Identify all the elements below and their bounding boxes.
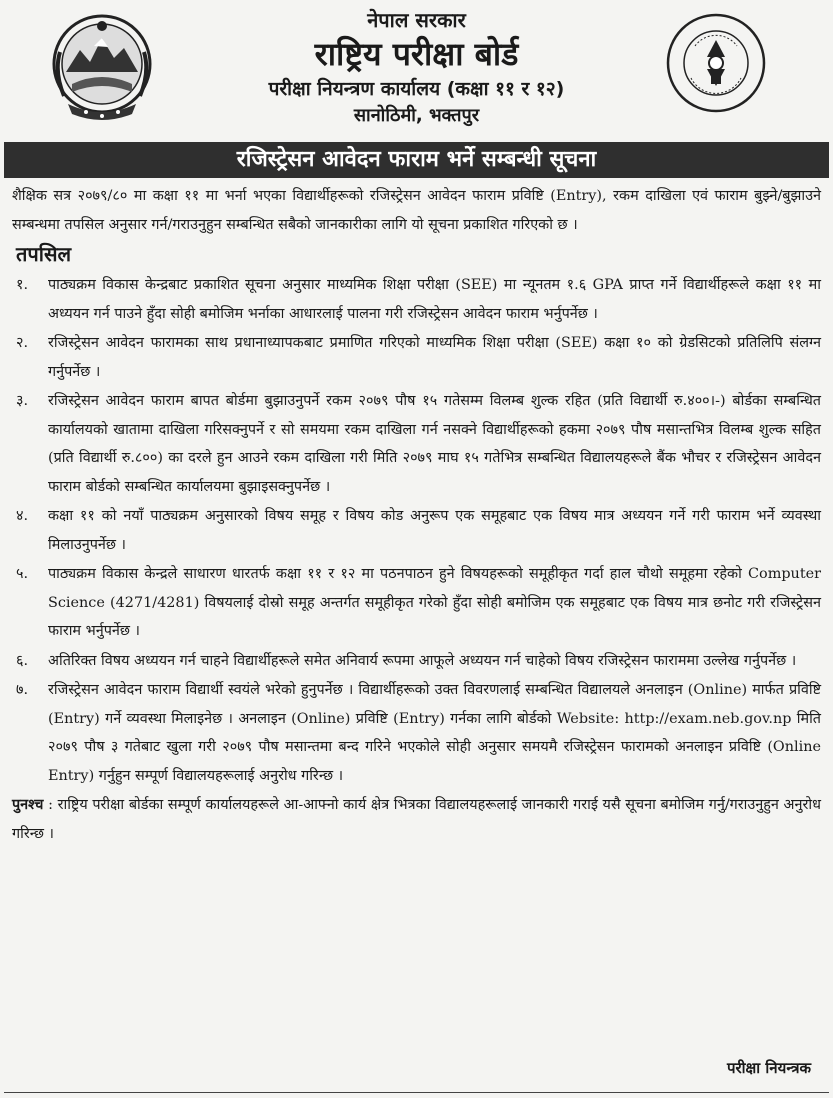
signature: परीक्षा नियन्त्रक — [727, 1059, 811, 1077]
neb-seal-icon — [665, 12, 767, 114]
item-text: पाठ्यक्रम विकास केन्द्रले साधारण धारतर्फ कक्षा ११ र १२ मा पठनपाठन हुने विषयहरूको समूहीकृत गर्दा हाल चौथो समूहमा रहेको Computer Science (4271/4281) विषयलाई दोस्रो समूह अन्तर्गत समूहीकृत गरेको हुँदा सोही बमोजिम एक समूहबाट एक विषय मात्र छनोट गरी रजिस्ट्रेसन फाराम भर्नुपर्नेछ । — [48, 566, 821, 639]
postscript-text: : राष्ट्रिय परीक्षा बोर्डका सम्पूर्ण कार्यालयहरूले आ-आफ्नो कार्य क्षेत्र भित्रका विद्यालयहरूलाई जानकारी गराई यसै सूचना बमोजिम गर्नु/गराउनुहुन अनुरोध गरिन्छ । — [12, 797, 821, 842]
government-name: नेपाल सरकार — [367, 8, 466, 32]
item-number: १. — [16, 277, 29, 293]
item-text: कक्षा ११ को नयाँ पाठ्यक्रम अनुसारको विषय समूह र विषय कोड अनुरूप एक समूहबाट एक विषय मात्र अध्ययन गर्ने गरी फाराम भर्ने व्यवस्था मिलाउनुपर्नेछ । — [48, 508, 821, 553]
list-item — [12, 560, 821, 646]
item-text: पाठ्यक्रम विकास केन्द्रबाट प्रकाशित सूचना अनुसार माध्यमिक शिक्षा परीक्षा (SEE) मा न्यूनतम १.६ GPA प्राप्त गर्ने विद्यार्थीहरूले कक्षा ११ मा अध्ययन गर्न पाउने हुँदा सोही बमोजिम भर्नाका आधारलाई पालना गरी रजिस्ट्रेसन आवेदन फाराम भर्नुपर्नेछ । — [48, 277, 821, 322]
item-text: रजिस्ट्रेसन आवेदन फाराम बापत बोर्डमा बुझाउनुपर्ने रकम २०७९ पौष १५ गतेसम्म विलम्ब शुल्क रहित (प्रति विद्यार्थी रु.४००।-) बोर्डका सम्बन्धित कार्यालयको खातामा दाखिला गरिसक्नुपर्ने र सो समयमा रकम दाखिला गर्न नसक्ने विद्यार्थीहरूको हकमा २०७९ पौष मसान्तभित्र विलम्ब शुल्क सहित (प्रति विद्यार्थी रु.८००) का दरले हुन आउने रकम दाखिला गरी मिति २०७९ माघ १५ गतेभित्र सम्बन्धित विद्यालयहरूले बैंक भौचर र रजिस्ट्रेसन आवेदन फाराम बोर्डको सम्बन्धित कार्यालयमा बुझाइसक्नुपर्नेछ । — [48, 393, 821, 495]
tapsil-heading: तपसिल — [16, 242, 72, 266]
bottom-divider — [4, 1092, 829, 1093]
letterhead — [0, 0, 833, 140]
nepal-government-emblem-icon — [50, 12, 155, 130]
board-name: राष्ट्रिय परीक्षा बोर्ड — [314, 35, 519, 73]
list-item — [12, 676, 821, 790]
item-number: ३. — [16, 393, 29, 409]
notice-body — [12, 182, 821, 848]
item-number: ४. — [16, 508, 29, 524]
intro-paragraph: शैक्षिक सत्र २०७९/८० मा कक्षा ११ मा भर्ना भएका विद्यार्थीहरूको रजिस्ट्रेसन आवेदन फाराम प्रविष्टि (Entry), रकम दाखिला एवं फाराम बुझ्ने/बुझाउने सम्बन्धमा तपसिल अनुसार गर्न/गराउनुहुन सम्बन्धित सबैको जानकारीका लागि यो सूचना प्रकाशित गरिएको छ । — [12, 188, 821, 233]
item-text: रजिस्ट्रेसन आवेदन फाराम विद्यार्थी स्वयंले भरेको हुनुपर्नेछ । विद्यार्थीहरूको उक्त विवरणलाई सम्बन्धित विद्यालयले अनलाइन (Online) मार्फत प्रविष्टि (Entry) गर्ने व्यवस्था मिलाइनेछ । अनलाइन (Online) प्रविष्टि (Entry) गर्नका लागि बोर्डको Website: http://exam.neb.gov.np मिति २०७९ पौष ३ गतेबाट खुला गरी २०७९ पौष मसान्तमा बन्द गरिने भएकोले सोही अनुसार समयमै रजिस्ट्रेसन फारामको अनलाइन प्रविष्टि (Online Entry) गर्नुहुन सम्पूर्ण विद्यालयहरूलाई अनुरोध गरिन्छ । — [48, 682, 821, 784]
list-item — [12, 647, 821, 676]
office-address: सानोठिमी, भक्तपुर — [353, 105, 480, 126]
postscript — [12, 791, 821, 848]
item-number: ५. — [16, 566, 29, 582]
list-item — [12, 329, 821, 386]
item-text: रजिस्ट्रेसन आवेदन फारामका साथ प्रधानाध्यापकबाट प्रमाणित गरिएको माध्यमिक शिक्षा परीक्षा (SEE) कक्षा १० को ग्रेडसिटको प्रतिलिपि संलग्न गर्नुपर्नेछ । — [48, 335, 821, 380]
list-item — [12, 502, 821, 559]
postscript-label: पुनश्च — [12, 797, 44, 813]
office-name: परीक्षा नियन्त्रण कार्यालय (कक्षा ११ र १२) — [268, 78, 565, 100]
list-item — [12, 387, 821, 501]
details-list — [12, 271, 821, 790]
item-number: ७. — [16, 682, 29, 698]
item-text: अतिरिक्त विषय अध्ययन गर्न चाहने विद्यार्थीहरूले समेत अनिवार्य रूपमा आफूले अध्ययन गर्न चाहेको विषय रजिस्ट्रेसन फाराममा उल्लेख गर्नुपर्नेछ । — [48, 652, 797, 669]
notice-title: रजिस्ट्रेसन आवेदन फाराम भर्ने सम्बन्धी सूचना — [4, 142, 829, 178]
item-number: २. — [16, 335, 29, 351]
list-item — [12, 271, 821, 328]
item-number: ६. — [16, 652, 29, 669]
